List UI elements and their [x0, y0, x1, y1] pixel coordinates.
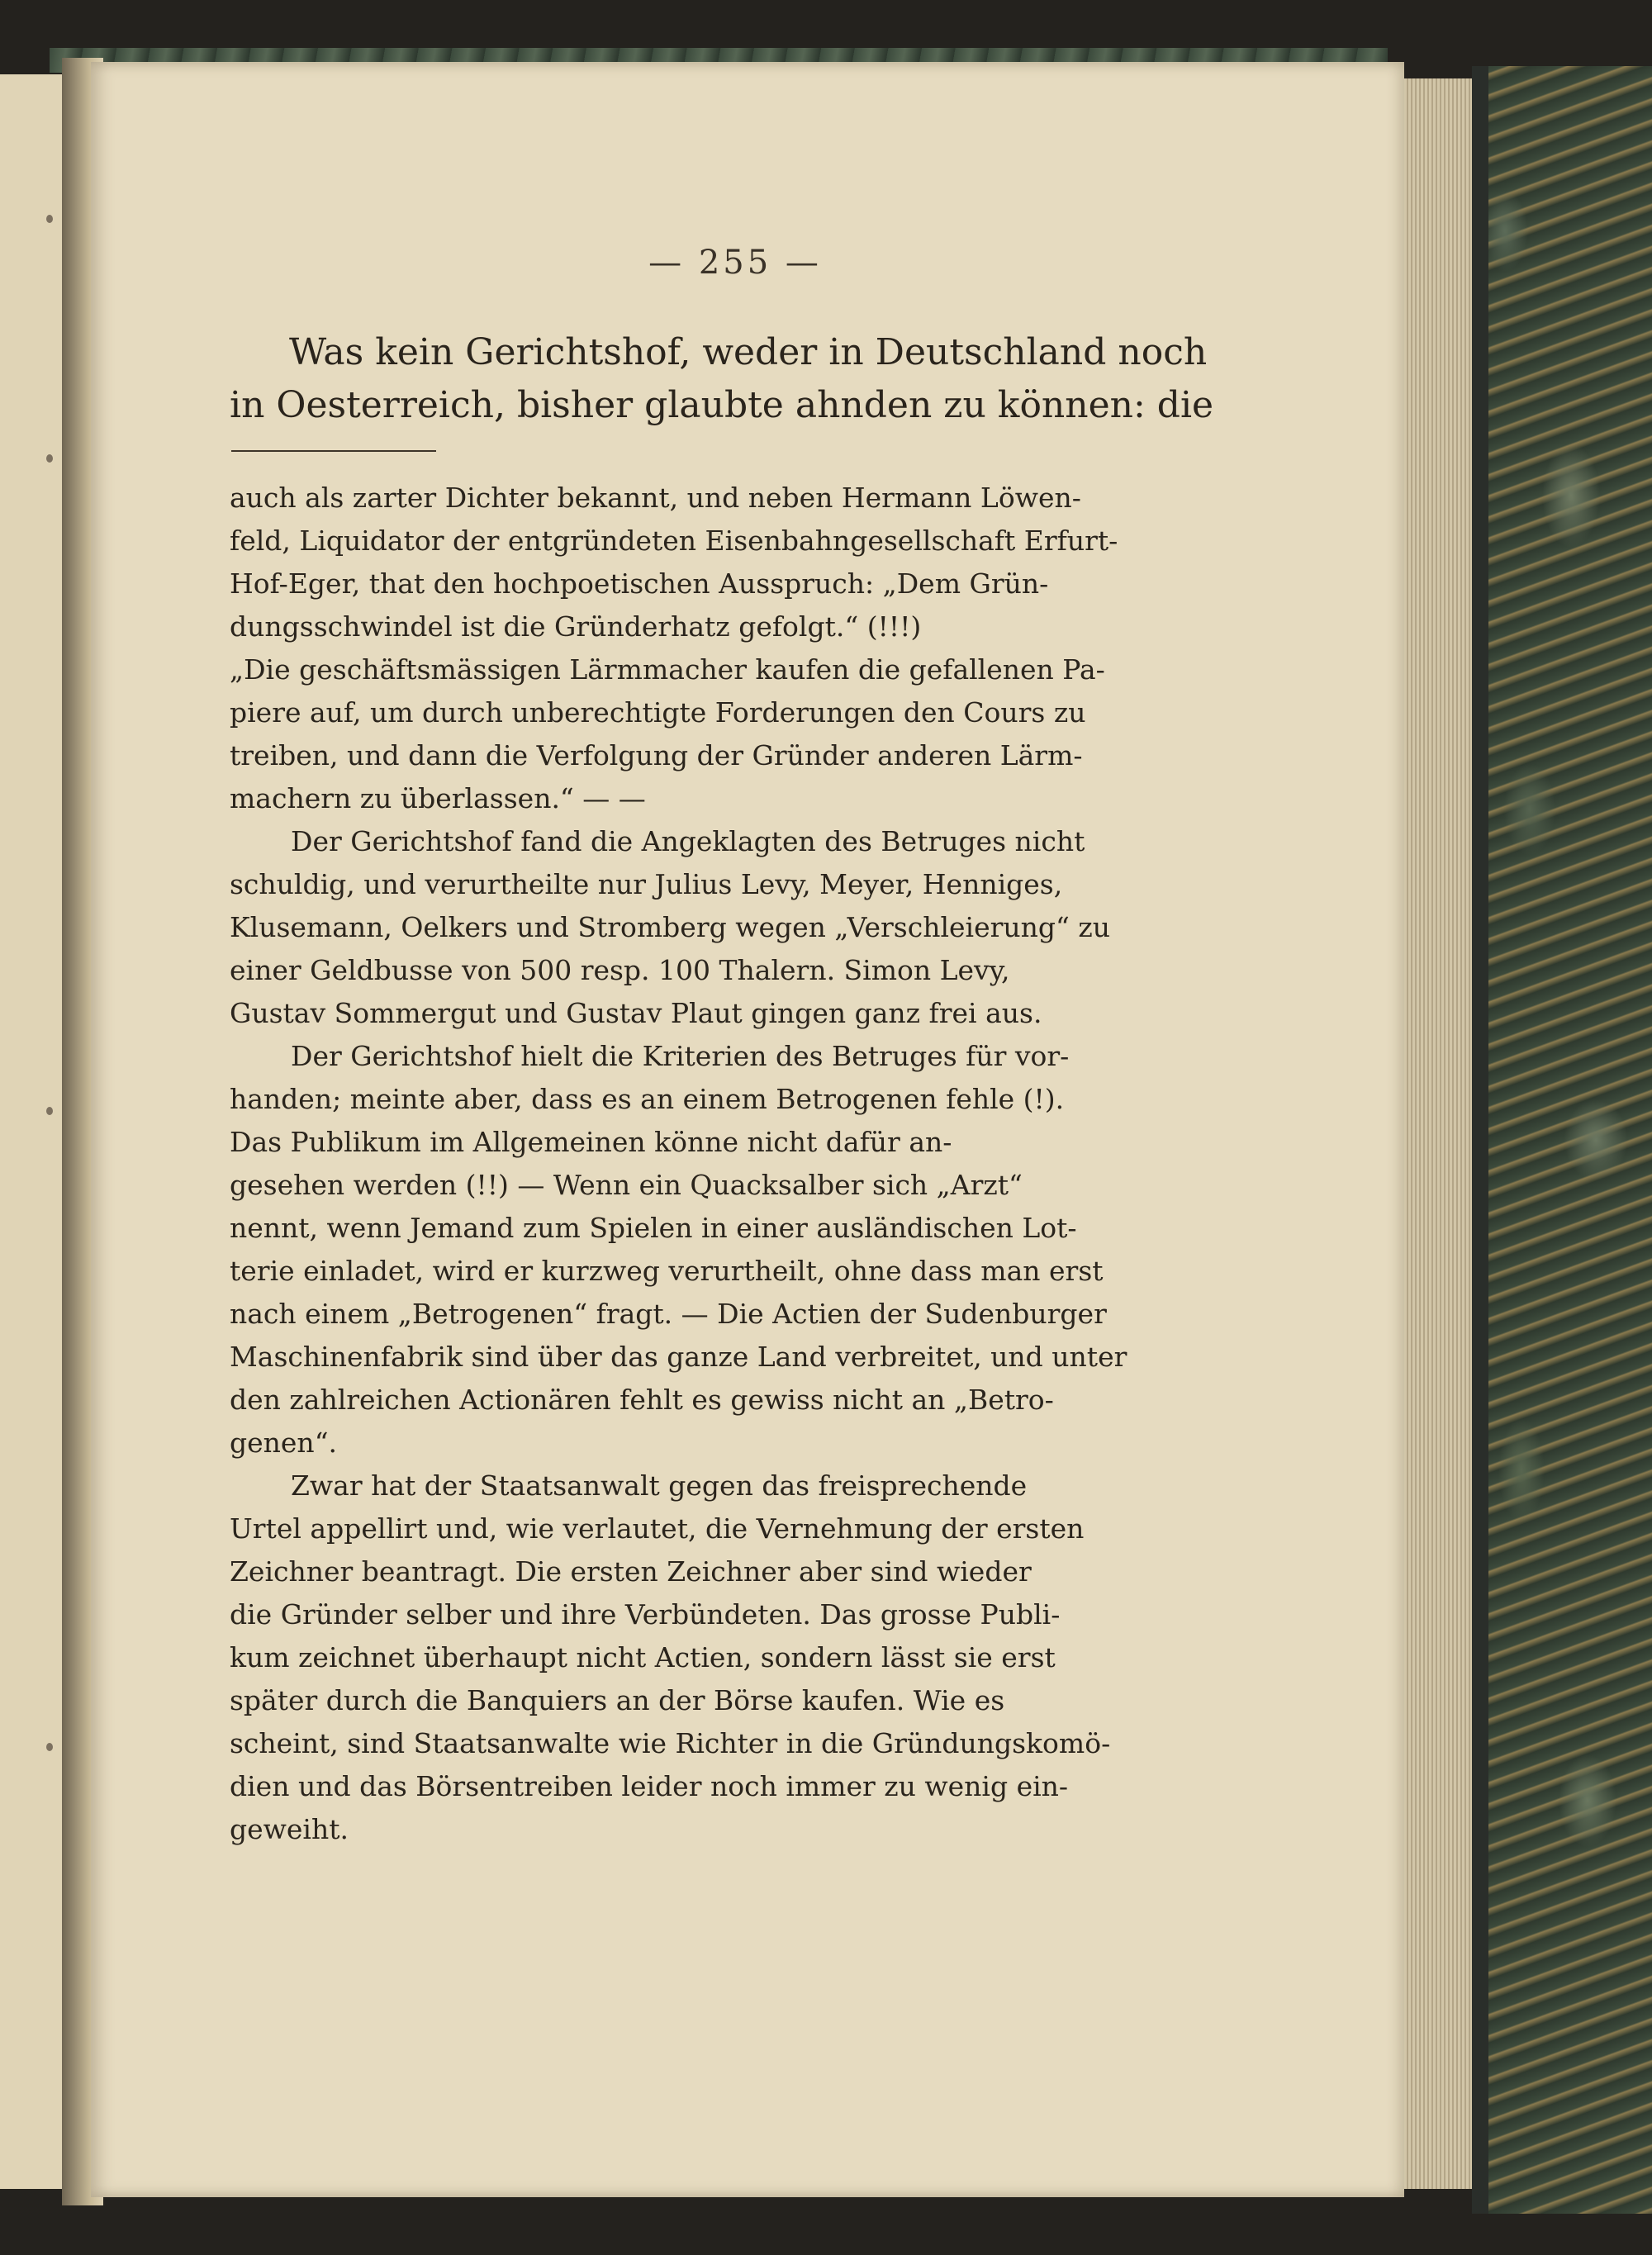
text-line: Zeichner beantragt. Die ersten Zeichner aber sind wieder [230, 1555, 1032, 1588]
cover-board-edge [1472, 66, 1488, 2214]
text-line: scheint, sind Staatsanwalte wie Richter in die Gründungskomö- [230, 1727, 1111, 1759]
page-edges [1404, 78, 1474, 2189]
text-line: einer Geldbusse von 500 resp. 100 Thalern. Simon Levy, [230, 954, 1010, 986]
margin-mark [46, 1107, 53, 1115]
left-facing-page [0, 74, 64, 2189]
footnote-paragraph [230, 1465, 1204, 1851]
text-line: Gustav Sommergut und Gustav Plaut gingen ganz frei aus. [230, 997, 1042, 1029]
text-line: später durch die Banquiers an der Börse kaufen. Wie es [230, 1684, 1005, 1716]
text-line: in Oesterreich, bisher glaubte ahnden zu können: die [230, 384, 1214, 426]
text-line: geweiht. [230, 1813, 349, 1845]
text-line: piere auf, um durch unberechtigte Forderungen den Cours zu [230, 696, 1086, 729]
main-text [230, 326, 1214, 432]
footnote-paragraph [230, 820, 1204, 1035]
text-line: dien und das Börsentreiben leider noch immer zu wenig ein- [230, 1770, 1069, 1802]
text-line: Der Gerichtshof fand die Angeklagten des Betruges nicht [291, 825, 1085, 857]
text-line: Urtel appellirt und, wie verlautet, die Vernehmung der ersten [230, 1512, 1085, 1545]
text-line: handen; meinte aber, dass es an einem Betrogenen fehle (!). [230, 1083, 1065, 1115]
text-line: den zahlreichen Actionären fehlt es gewiss nicht an „Betro- [230, 1384, 1054, 1416]
text-line: nennt, wenn Jemand zum Spielen in einer ausländischen Lot- [230, 1212, 1077, 1244]
text-line: genen“. [230, 1427, 338, 1459]
text-line: dungsschwindel ist die Gründerhatz gefolgt.“ (!!!) [230, 610, 922, 643]
text-line: schuldig, und verurtheilte nur Julius Levy, Meyer, Henniges, [230, 868, 1063, 900]
text-line: nach einem „Betrogenen“ fragt. — Die Actien der Sudenburger [230, 1298, 1107, 1330]
text-line: Hof-Eger, that den hochpoetischen Ausspruch: „Dem Grün- [230, 567, 1049, 600]
text-line: Was kein Gerichtshof, weder in Deutschland noch [289, 331, 1208, 373]
footnote-separator [231, 450, 436, 452]
text-line: Der Gerichtshof hielt die Kriterien des Betruges für vor- [291, 1040, 1070, 1072]
text-line: Klusemann, Oelkers und Stromberg wegen „Verschleierung“ zu [230, 911, 1111, 943]
margin-mark [46, 215, 53, 223]
footnote-paragraph [230, 1035, 1204, 1465]
text-line: machern zu überlassen.“ — — [230, 782, 646, 814]
text-line: auch als zarter Dichter bekannt, und neben Hermann Löwen- [230, 482, 1081, 514]
margin-mark [46, 454, 53, 463]
text-line: gesehen werden (!!) — Wenn ein Quacksalber sich „Arzt“ [230, 1169, 1023, 1201]
text-line: terie einladet, wird er kurzweg verurtheilt, ohne dass man erst [230, 1255, 1104, 1287]
marbled-cover [1472, 66, 1652, 2214]
text-line: treiben, und dann die Verfolgung der Gründer anderen Lärm- [230, 739, 1083, 771]
margin-mark [46, 1743, 53, 1751]
text-line: feld, Liquidator der entgründeten Eisenbahngesellschaft Erfurt- [230, 525, 1118, 557]
footnote-paragraph [230, 477, 1204, 820]
text-line: Das Publikum im Allgemeinen könne nicht dafür an- [230, 1126, 952, 1158]
text-line: kum zeichnet überhaupt nicht Actien, sondern lässt sie erst [230, 1641, 1056, 1673]
text-line: Zwar hat der Staatsanwalt gegen das freisprechende [291, 1469, 1028, 1502]
text-block [230, 326, 1214, 1851]
text-line: „Die geschäftsmässigen Lärmmacher kaufen die gefallenen Pa- [230, 653, 1105, 686]
page-number: — 255 — [648, 244, 822, 282]
text-line: die Gründer selber und ihre Verbündeten. Das grosse Publi- [230, 1598, 1061, 1631]
text-line: Maschinenfabrik sind über das ganze Land verbreitet, und unter [230, 1341, 1127, 1373]
